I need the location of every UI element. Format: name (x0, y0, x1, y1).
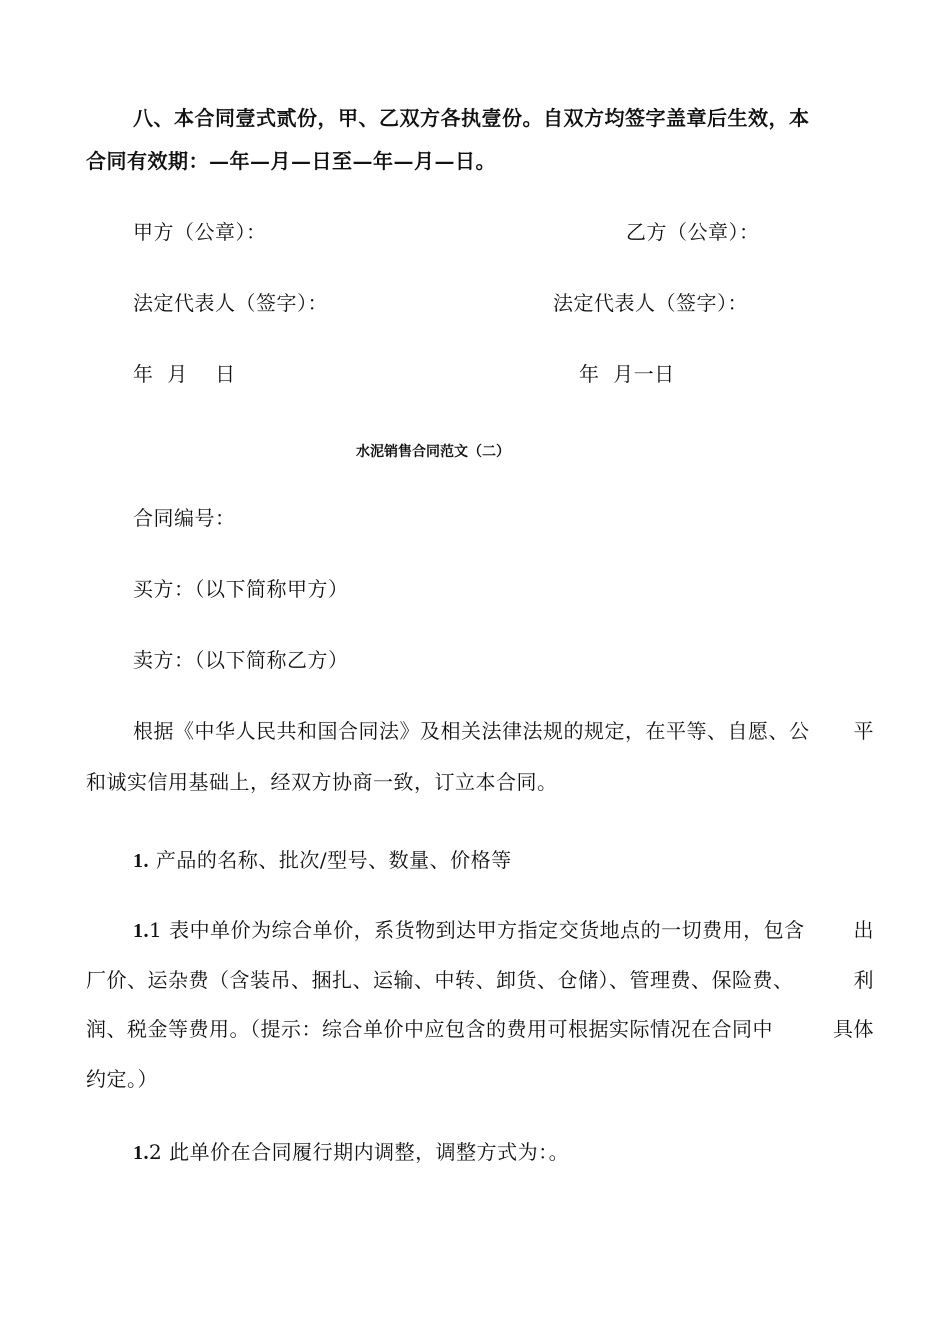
s11-number-b: 1 (149, 918, 163, 942)
s11-line4: 约定。） (86, 1067, 158, 1091)
s11-line1-text (86, 920, 805, 941)
preamble-line2: 和诚实信用基础上，经双方协商一致，订立本合同。 (86, 770, 558, 794)
s11-line2 (86, 970, 874, 990)
s11-line1-end: 出 (853, 918, 874, 942)
preamble-line1-text: 根据《中华人民共和国合同法》及相关法律法规的规定，在平等、自愿、公 (133, 719, 810, 743)
s11-line3-end: 具体 (833, 1017, 874, 1041)
section1-title: 产品的名称、批次/型号、数量、价格等 (155, 848, 512, 872)
document-title: 水泥销售合同范文（二） (356, 444, 510, 460)
contract-number-label: 合同编号： (133, 506, 236, 530)
s11-line2-end: 利 (853, 968, 874, 992)
section1-heading (133, 850, 512, 871)
s12-line (133, 1142, 569, 1163)
preamble-line1-end: 平 (853, 719, 874, 743)
clause8-line1: 八、本合同壹式贰份，甲、乙双方各执壹份。自双方均签字盖章后生效，本 (133, 106, 810, 130)
seller-label: 卖方：（以下简称乙方） (133, 648, 349, 672)
party-b-seal-label: 乙方（公章）： (626, 220, 760, 244)
s12-number-b: 2 (149, 1140, 163, 1164)
s12-text: 此单价在合同履行期内调整，调整方式为：。 (169, 1140, 570, 1164)
s11-line3-text: 润、税金等费用。（提示：综合单价中应包含的费用可根据实际情况在合同中 (86, 1017, 773, 1041)
s11-line2-text: 厂价、运杂费（含装吊、捆扎、运输、中转、卸货、仓储）、管理费、保险费、 (86, 968, 794, 992)
party-b-rep-label: 法定代表人（签字）： (553, 291, 748, 315)
party-a-rep-label: 法定代表人（签字）： (133, 291, 328, 315)
section1-number: 1. (133, 850, 149, 872)
clause8-line2: 合同有效期：—年—月—日至—年—月—日。 (86, 149, 496, 173)
party-a-seal-label: 甲方（公章）： (133, 220, 267, 244)
s11-line3 (86, 1019, 874, 1039)
s11-number: 1. (133, 920, 149, 942)
party-b-date: 年 月一日 (579, 362, 675, 386)
party-a-date: 年 月 日 (133, 362, 236, 386)
buyer-label: 买方：（以下简称甲方） (133, 577, 349, 601)
preamble-line1 (86, 721, 874, 741)
s12-number: 1. (133, 1142, 149, 1164)
s11-line1-body: 表中单价为综合单价，系货物到达甲方指定交货地点的一切费用，包含 (169, 918, 805, 942)
s11-line1 (86, 920, 874, 941)
